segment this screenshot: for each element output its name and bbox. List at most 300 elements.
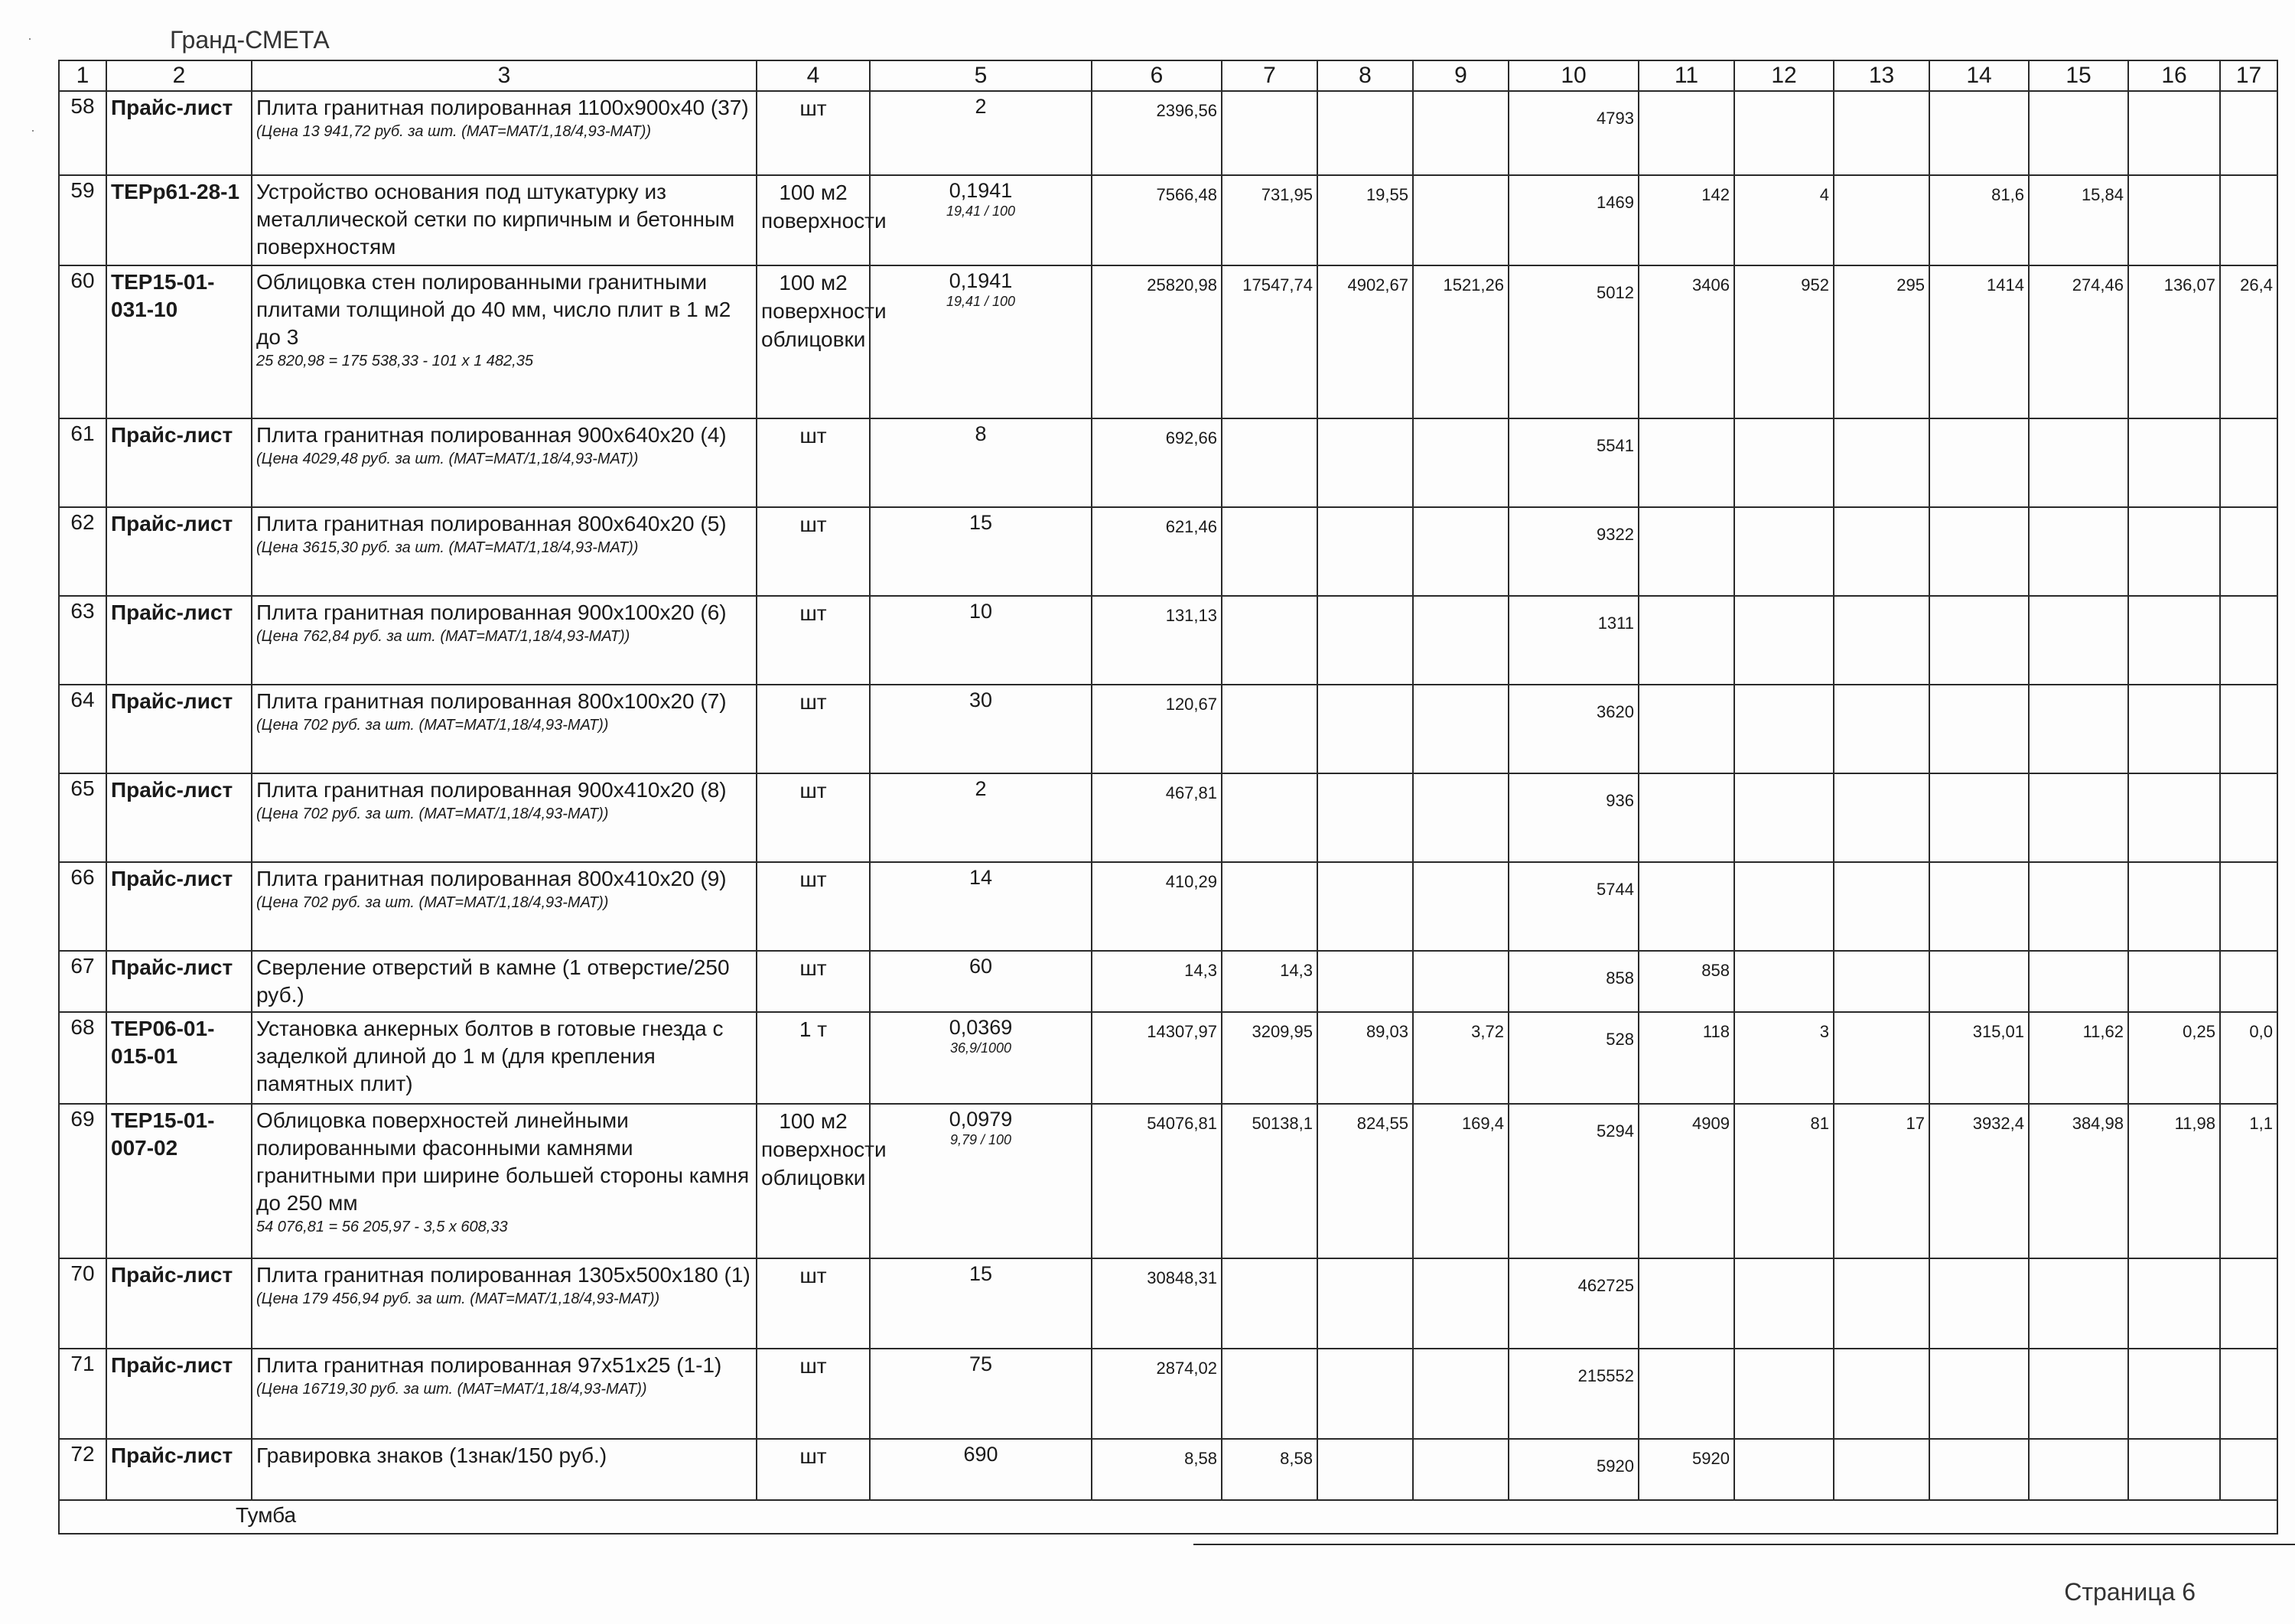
value-col-13 (1834, 685, 1929, 773)
value-col-15 (2029, 418, 2128, 507)
value-col-14 (1929, 1439, 2029, 1500)
value-col-14 (1929, 862, 2029, 951)
row-number: 69 (59, 1104, 106, 1258)
quantity-cell (870, 175, 1092, 265)
value-col-11 (1639, 91, 1734, 175)
value-col-16: 11,98 (2128, 1104, 2220, 1258)
quantity-cell (870, 1349, 1092, 1439)
value-col-9 (1413, 1258, 1509, 1349)
value-col-15: 274,46 (2029, 265, 2128, 418)
value-col-7: 50138,1 (1222, 1104, 1317, 1258)
value-col-9 (1413, 175, 1509, 265)
rate-code: Прайс-лист (106, 91, 252, 175)
quantity-cell (870, 1439, 1092, 1500)
value-col-16 (2128, 1439, 2220, 1500)
value-col-7 (1222, 1349, 1317, 1439)
value-col-7 (1222, 685, 1317, 773)
price-formula: (Цена 762,84 руб. за шт. (МАТ=МАТ/1,18/4,93-МАТ)) (256, 628, 630, 645)
value-col-6: 54076,81 (1092, 1104, 1222, 1258)
table-row (59, 91, 2277, 175)
work-name: Плита гранитная полированная 97х51х25 (1-1) (256, 1353, 722, 1377)
value-col-9: 3,72 (1413, 1012, 1509, 1104)
column-number: 5 (870, 60, 1092, 91)
value-col-15 (2029, 685, 2128, 773)
value-col-6: 8,58 (1092, 1439, 1222, 1500)
work-name-cell (252, 265, 757, 418)
value-col-10: 5541 (1509, 418, 1639, 507)
value-col-10: 3620 (1509, 685, 1639, 773)
rate-code: Прайс-лист (106, 1258, 252, 1349)
value-col-17: 0,0 (2220, 1012, 2277, 1104)
work-name-cell (252, 862, 757, 951)
value-col-9: 169,4 (1413, 1104, 1509, 1258)
quantity: 14 (968, 866, 993, 889)
value-col-7 (1222, 773, 1317, 862)
value-col-8 (1317, 862, 1413, 951)
value-col-10: 5012 (1509, 265, 1639, 418)
value-col-11: 118 (1639, 1012, 1734, 1104)
value-col-15 (2029, 1439, 2128, 1500)
row-number: 58 (59, 91, 106, 175)
quantity: 30 (968, 688, 993, 711)
quantity: 10 (968, 600, 993, 623)
quantity-formula: 19,41 / 100 (946, 203, 1016, 219)
rate-code: Прайс-лист (106, 951, 252, 1012)
row-number: 66 (59, 862, 106, 951)
value-col-12 (1734, 951, 1834, 1012)
value-col-6: 14307,97 (1092, 1012, 1222, 1104)
value-col-16: 136,07 (2128, 265, 2220, 418)
value-col-8 (1317, 773, 1413, 862)
value-col-13 (1834, 596, 1929, 685)
table-row (59, 418, 2277, 507)
column-number: 14 (1929, 60, 2029, 91)
rate-code: ТЕР06-01-015-01 (106, 1012, 252, 1104)
row-number: 65 (59, 773, 106, 862)
quantity: 8 (975, 422, 987, 445)
value-col-9 (1413, 418, 1509, 507)
price-formula: 54 076,81 = 56 205,97 - 3,5 х 608,33 (256, 1219, 508, 1235)
value-col-15 (2029, 773, 2128, 862)
rate-code: ТЕРр61-28-1 (106, 175, 252, 265)
value-col-9 (1413, 507, 1509, 596)
row-number: 59 (59, 175, 106, 265)
value-col-7: 17547,74 (1222, 265, 1317, 418)
value-col-11 (1639, 596, 1734, 685)
table-row (59, 1104, 2277, 1258)
value-col-16 (2128, 951, 2220, 1012)
rate-code: Прайс-лист (106, 1439, 252, 1500)
rate-code: ТЕР15-01-031-10 (106, 265, 252, 418)
value-col-17: 1,1 (2220, 1104, 2277, 1258)
value-col-17 (2220, 507, 2277, 596)
value-col-8 (1317, 418, 1413, 507)
value-col-7: 3209,95 (1222, 1012, 1317, 1104)
column-number: 12 (1734, 60, 1834, 91)
value-col-11: 858 (1639, 951, 1734, 1012)
unit: шт (757, 685, 870, 773)
table-row (59, 175, 2277, 265)
value-col-13 (1834, 1258, 1929, 1349)
price-formula: (Цена 702 руб. за шт. (МАТ=МАТ/1,18/4,93-МАТ)) (256, 805, 609, 822)
quantity-cell (870, 685, 1092, 773)
row-number: 71 (59, 1349, 106, 1439)
value-col-15 (2029, 596, 2128, 685)
value-col-12 (1734, 685, 1834, 773)
table-row (59, 1012, 2277, 1104)
value-col-9: 1521,26 (1413, 265, 1509, 418)
unit: шт (757, 1439, 870, 1500)
value-col-8 (1317, 596, 1413, 685)
value-col-7: 731,95 (1222, 175, 1317, 265)
value-col-16 (2128, 1349, 2220, 1439)
table-row (59, 685, 2277, 773)
value-col-15: 15,84 (2029, 175, 2128, 265)
value-col-10: 528 (1509, 1012, 1639, 1104)
scan-mark: · (28, 31, 32, 46)
quantity: 0,0369 (949, 1016, 1013, 1039)
work-name: Плита гранитная полированная 1305х500х180 (1) (256, 1263, 750, 1287)
unit: шт (757, 596, 870, 685)
work-name-cell (252, 1012, 757, 1104)
value-col-14 (1929, 1349, 2029, 1439)
work-name: Сверление отверстий в камне (1 отверстие/250 руб.) (256, 955, 730, 1007)
value-col-14: 81,6 (1929, 175, 2029, 265)
value-col-12: 4 (1734, 175, 1834, 265)
row-number: 62 (59, 507, 106, 596)
value-col-12 (1734, 1439, 1834, 1500)
value-col-14: 3932,4 (1929, 1104, 2029, 1258)
value-col-13 (1834, 91, 1929, 175)
value-col-13 (1834, 175, 1929, 265)
work-name: Облицовка поверхностей линейными полированными фасонными камнями гранитными при ширине большей стороны камня до 250 мм (256, 1108, 750, 1215)
value-col-16 (2128, 596, 2220, 685)
column-number: 17 (2220, 60, 2277, 91)
value-col-11: 4909 (1639, 1104, 1734, 1258)
work-name-cell (252, 418, 757, 507)
column-number: 6 (1092, 60, 1222, 91)
section-rule (1193, 1544, 2295, 1545)
value-col-10: 9322 (1509, 507, 1639, 596)
column-number: 10 (1509, 60, 1639, 91)
column-number: 2 (106, 60, 252, 91)
value-col-10: 1469 (1509, 175, 1639, 265)
value-col-14 (1929, 1258, 2029, 1349)
value-col-12 (1734, 862, 1834, 951)
rate-code: Прайс-лист (106, 862, 252, 951)
value-col-12: 3 (1734, 1012, 1834, 1104)
value-col-6: 467,81 (1092, 773, 1222, 862)
column-number-row (59, 60, 2277, 91)
work-name-cell (252, 175, 757, 265)
price-formula: (Цена 4029,48 руб. за шт. (МАТ=МАТ/1,18/4,93-МАТ)) (256, 451, 639, 467)
quantity-cell (870, 265, 1092, 418)
price-formula: (Цена 179 456,94 руб. за шт. (МАТ=МАТ/1,18/4,93-МАТ)) (256, 1290, 660, 1307)
quantity: 15 (968, 511, 993, 534)
value-col-16 (2128, 507, 2220, 596)
quantity: 2 (975, 95, 987, 118)
work-name-cell (252, 596, 757, 685)
value-col-11: 142 (1639, 175, 1734, 265)
value-col-10: 215552 (1509, 1349, 1639, 1439)
unit: шт (757, 418, 870, 507)
value-col-12: 81 (1734, 1104, 1834, 1258)
unit: 100 м2 поверхности (757, 175, 870, 265)
value-col-10: 462725 (1509, 1258, 1639, 1349)
value-col-11 (1639, 773, 1734, 862)
value-col-8 (1317, 1439, 1413, 1500)
program-title: Гранд-СМЕТА (170, 26, 330, 54)
value-col-14 (1929, 507, 2029, 596)
value-col-8 (1317, 1258, 1413, 1349)
quantity-formula: 9,79 / 100 (949, 1132, 1012, 1147)
quantity-cell (870, 507, 1092, 596)
work-name-cell (252, 773, 757, 862)
value-col-17 (2220, 418, 2277, 507)
table-row (59, 265, 2277, 418)
table-row (59, 773, 2277, 862)
value-col-11 (1639, 507, 1734, 596)
quantity-cell (870, 1012, 1092, 1104)
row-number: 67 (59, 951, 106, 1012)
value-col-17 (2220, 1349, 2277, 1439)
row-number: 60 (59, 265, 106, 418)
value-col-14 (1929, 91, 2029, 175)
work-name-cell (252, 91, 757, 175)
value-col-7 (1222, 418, 1317, 507)
quantity-cell (870, 596, 1092, 685)
value-col-7 (1222, 507, 1317, 596)
unit: 100 м2 поверхности облицовки (757, 1104, 870, 1258)
price-formula: (Цена 16719,30 руб. за шт. (МАТ=МАТ/1,18/4,93-МАТ)) (256, 1381, 647, 1398)
value-col-6: 120,67 (1092, 685, 1222, 773)
value-col-8 (1317, 91, 1413, 175)
table-row (59, 1258, 2277, 1349)
value-col-14 (1929, 418, 2029, 507)
value-col-15: 384,98 (2029, 1104, 2128, 1258)
value-col-6: 30848,31 (1092, 1258, 1222, 1349)
value-col-17: 26,4 (2220, 265, 2277, 418)
value-col-15 (2029, 1349, 2128, 1439)
table-row (59, 1439, 2277, 1500)
rate-code: Прайс-лист (106, 1349, 252, 1439)
work-name: Плита гранитная полированная 800х640х20 (5) (256, 512, 727, 535)
value-col-8: 824,55 (1317, 1104, 1413, 1258)
price-formula: 25 820,98 = 175 538,33 - 101 х 1 482,35 (256, 353, 533, 369)
value-col-13 (1834, 1012, 1929, 1104)
quantity-cell (870, 951, 1092, 1012)
value-col-10: 4793 (1509, 91, 1639, 175)
value-col-11 (1639, 418, 1734, 507)
unit: 1 т (757, 1012, 870, 1104)
value-col-17 (2220, 862, 2277, 951)
value-col-15 (2029, 951, 2128, 1012)
value-col-9 (1413, 596, 1509, 685)
rate-code: ТЕР15-01-007-02 (106, 1104, 252, 1258)
table-row (59, 951, 2277, 1012)
work-name: Установка анкерных болтов в готовые гнезда с заделкой длиной до 1 м (для крепления памятных плит) (256, 1017, 724, 1095)
quantity: 60 (968, 955, 993, 978)
quantity: 0,1941 (949, 179, 1013, 202)
work-name: Плита гранитная полированная 1100х900х40 (37) (256, 96, 749, 119)
value-col-9 (1413, 773, 1509, 862)
table-row (59, 507, 2277, 596)
value-col-13 (1834, 418, 1929, 507)
value-col-14 (1929, 951, 2029, 1012)
value-col-16 (2128, 91, 2220, 175)
price-formula: (Цена 702 руб. за шт. (МАТ=МАТ/1,18/4,93-МАТ)) (256, 717, 609, 734)
table-row (59, 1349, 2277, 1439)
rate-code: Прайс-лист (106, 507, 252, 596)
work-name-cell (252, 1104, 757, 1258)
value-col-12 (1734, 596, 1834, 685)
value-col-6: 2874,02 (1092, 1349, 1222, 1439)
value-col-12 (1734, 1258, 1834, 1349)
row-number: 61 (59, 418, 106, 507)
work-name-cell (252, 507, 757, 596)
estimate-table (58, 60, 2278, 1535)
value-col-8: 89,03 (1317, 1012, 1413, 1104)
value-col-6: 692,66 (1092, 418, 1222, 507)
quantity: 690 (963, 1443, 998, 1466)
scan-mark: · (31, 122, 35, 138)
quantity: 75 (968, 1352, 993, 1375)
value-col-10: 5294 (1509, 1104, 1639, 1258)
quantity: 2 (975, 777, 987, 800)
column-number: 15 (2029, 60, 2128, 91)
column-number: 8 (1317, 60, 1413, 91)
column-number: 4 (757, 60, 870, 91)
value-col-13: 295 (1834, 265, 1929, 418)
column-number: 16 (2128, 60, 2220, 91)
value-col-16 (2128, 1258, 2220, 1349)
unit: шт (757, 1349, 870, 1439)
row-number: 68 (59, 1012, 106, 1104)
value-col-17 (2220, 685, 2277, 773)
price-formula: (Цена 13 941,72 руб. за шт. (МАТ=МАТ/1,18/4,93-МАТ)) (256, 123, 652, 140)
value-col-11 (1639, 1258, 1734, 1349)
quantity-formula: 36,9/1000 (949, 1040, 1012, 1056)
value-col-10: 858 (1509, 951, 1639, 1012)
rate-code: Прайс-лист (106, 596, 252, 685)
value-col-6: 2396,56 (1092, 91, 1222, 175)
value-col-8 (1317, 1349, 1413, 1439)
value-col-17 (2220, 596, 2277, 685)
column-number: 9 (1413, 60, 1509, 91)
value-col-16 (2128, 685, 2220, 773)
value-col-14 (1929, 685, 2029, 773)
value-col-9 (1413, 1349, 1509, 1439)
work-name-cell (252, 685, 757, 773)
value-col-11 (1639, 1349, 1734, 1439)
work-name: Плита гранитная полированная 800х410х20 (9) (256, 867, 727, 890)
quantity: 0,1941 (949, 269, 1013, 292)
quantity: 15 (968, 1262, 993, 1285)
quantity: 0,0979 (949, 1108, 1013, 1131)
work-name-cell (252, 1349, 757, 1439)
value-col-14: 1414 (1929, 265, 2029, 418)
value-col-17 (2220, 951, 2277, 1012)
unit: 100 м2 поверхности облицовки (757, 265, 870, 418)
rate-code: Прайс-лист (106, 685, 252, 773)
table-row (59, 596, 2277, 685)
unit: шт (757, 862, 870, 951)
value-col-15 (2029, 1258, 2128, 1349)
column-number: 1 (59, 60, 106, 91)
price-formula: (Цена 702 руб. за шт. (МАТ=МАТ/1,18/4,93-МАТ)) (256, 894, 609, 911)
quantity-cell (870, 862, 1092, 951)
value-col-11: 3406 (1639, 265, 1734, 418)
value-col-16: 0,25 (2128, 1012, 2220, 1104)
table-row (59, 862, 2277, 951)
value-col-7 (1222, 862, 1317, 951)
value-col-10: 5920 (1509, 1439, 1639, 1500)
value-col-7 (1222, 91, 1317, 175)
value-col-6: 25820,98 (1092, 265, 1222, 418)
value-col-7 (1222, 596, 1317, 685)
value-col-15 (2029, 507, 2128, 596)
column-number: 11 (1639, 60, 1734, 91)
quantity-cell (870, 773, 1092, 862)
value-col-9 (1413, 91, 1509, 175)
value-col-12 (1734, 418, 1834, 507)
value-col-15 (2029, 862, 2128, 951)
value-col-11 (1639, 685, 1734, 773)
value-col-13: 17 (1834, 1104, 1929, 1258)
unit: шт (757, 951, 870, 1012)
value-col-10: 936 (1509, 773, 1639, 862)
value-col-8 (1317, 507, 1413, 596)
work-name-cell (252, 1258, 757, 1349)
quantity-cell (870, 91, 1092, 175)
work-name: Плита гранитная полированная 800х100х20 (7) (256, 689, 727, 713)
value-col-7: 14,3 (1222, 951, 1317, 1012)
value-col-13 (1834, 951, 1929, 1012)
value-col-14: 315,01 (1929, 1012, 2029, 1104)
value-col-7: 8,58 (1222, 1439, 1317, 1500)
value-col-14 (1929, 596, 2029, 685)
value-col-12 (1734, 507, 1834, 596)
work-name: Облицовка стен полированными гранитными плитами толщиной до 40 мм, число плит в 1 м2 до 3 (256, 270, 731, 349)
quantity-formula: 19,41 / 100 (946, 294, 1016, 309)
value-col-16 (2128, 773, 2220, 862)
row-number: 63 (59, 596, 106, 685)
row-number: 72 (59, 1439, 106, 1500)
value-col-14 (1929, 773, 2029, 862)
row-number: 64 (59, 685, 106, 773)
value-col-16 (2128, 418, 2220, 507)
value-col-8 (1317, 951, 1413, 1012)
value-col-16 (2128, 862, 2220, 951)
price-formula: (Цена 3615,30 руб. за шт. (МАТ=МАТ/1,18/4,93-МАТ)) (256, 539, 639, 556)
section-row (59, 1500, 2277, 1534)
value-col-12: 952 (1734, 265, 1834, 418)
value-col-15 (2029, 91, 2128, 175)
unit: шт (757, 773, 870, 862)
column-number: 3 (252, 60, 757, 91)
quantity-cell (870, 1258, 1092, 1349)
work-name: Гравировка знаков (1знак/150 руб.) (256, 1443, 607, 1467)
value-col-13 (1834, 1439, 1929, 1500)
value-col-17 (2220, 91, 2277, 175)
rate-code: Прайс-лист (106, 418, 252, 507)
value-col-12 (1734, 91, 1834, 175)
unit: шт (757, 507, 870, 596)
value-col-13 (1834, 1349, 1929, 1439)
page-number: Страница 6 (2064, 1578, 2196, 1606)
value-col-7 (1222, 1258, 1317, 1349)
value-col-17 (2220, 1439, 2277, 1500)
